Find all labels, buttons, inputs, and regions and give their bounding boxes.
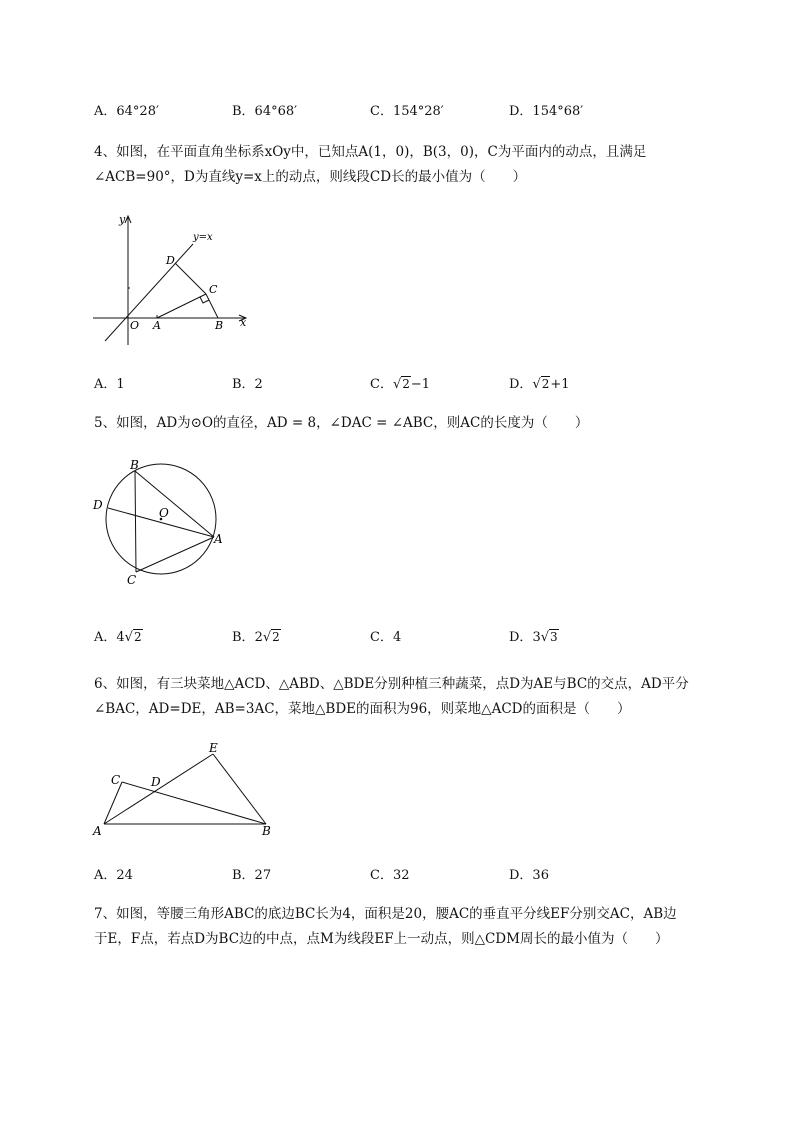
q6-segment-cb [122, 782, 266, 824]
q4-option-d-tail: +1 [550, 377, 570, 392]
q6-label-d: D [151, 775, 161, 789]
q4-option-c-tail: −1 [410, 377, 431, 392]
q5-option-d-sqrt: √3 [540, 630, 558, 645]
q5-option-a-sqrt: √2 [124, 630, 142, 645]
q4-label-x: x [240, 316, 247, 329]
q4-segment-dc [175, 263, 206, 294]
q5-option-a-coef: 4 [116, 630, 125, 645]
q7-text-line2: 于E，F点，若点D为BC边的中点，点M为线段EF上一动点，则△CDM周长的最小值为（ ） [94, 931, 669, 947]
q6-segment-ae [104, 754, 213, 824]
q5-option-a [94, 626, 143, 645]
q5-option-a-label: A． [94, 630, 117, 645]
q4-text-line2: ∠ACB=90°，D为直线y=x上的动点，则线段CD长的最小值为（ ） [94, 169, 527, 185]
q6-label-a: A [93, 824, 102, 838]
q4-option-a: A．1 [94, 377, 125, 392]
q5-label-c: C [127, 573, 137, 587]
q6-text-line1: 6、如图，有三块菜地△ACD、△ABD、△BDE分别种植三种蔬菜，点D为AE与BC的交点，AD平分 [94, 676, 689, 692]
q3-option-a: A．64°28′ [94, 104, 159, 119]
q4-line-y-eq-x [105, 244, 193, 341]
q4-option-c [370, 373, 430, 392]
q4-option-c-radicand: 2 [402, 377, 410, 391]
q6-label-e: E [209, 741, 218, 755]
q4-option-d [509, 373, 570, 392]
q5-option-b-coef: 2 [254, 630, 263, 645]
q5-label-d: D [93, 498, 103, 512]
q5-option-b [232, 626, 281, 645]
q6-option-a: A．24 [94, 868, 133, 883]
q6-option-d: D．36 [509, 868, 549, 883]
q4-segment-ac [157, 294, 206, 318]
q5-label-a: A [214, 532, 223, 546]
q4-text-line1: 4、如图，在平面直角坐标系xOy中，已知点A(1，0)，B(3，0)，C为平面内的动点，且满足 [94, 144, 647, 160]
q5-segment-ba [135, 471, 214, 537]
q5-option-b-label: B． [232, 630, 255, 645]
q6-segment-eb [213, 754, 266, 824]
q7-text-line1: 7、如图，等腰三角形ABC的底边BC长为4，面积是20，腰AC的垂直平分线EF分别交AC，AB边 [94, 906, 677, 922]
q4-label-y: y [119, 213, 126, 226]
q4-label-o: O [130, 319, 140, 332]
q6-label-b: B [262, 824, 271, 838]
q3-option-d: D．154°68′ [509, 104, 584, 119]
q4-label-a: A [153, 319, 161, 332]
q5-text-line1: 5、如图，AD为⊙O的直径，AD = 8，∠DAC = ∠ABC，则AC的长度为（ ） [94, 415, 589, 431]
q4-option-c-sqrt: √2 [392, 377, 410, 392]
q5-option-c: C．4 [370, 630, 402, 645]
q3-option-b: B．64°68′ [232, 104, 298, 119]
q4-option-d-radicand: 2 [541, 377, 550, 391]
q5-option-a-radicand: 2 [133, 630, 142, 644]
q6-text-line2: ∠BAC，AD=DE，AB=3AC，菜地△BDE的面积为96，则菜地△ACD的面积是（ ） [94, 701, 631, 717]
q5-option-d-radicand: 3 [550, 630, 558, 644]
q4-label-c: C [209, 283, 218, 296]
q4-option-c-label: C． [370, 377, 393, 392]
q6-label-c: C [111, 773, 121, 787]
q5-option-b-radicand: 2 [272, 630, 280, 644]
q5-option-d-label: D． [509, 630, 533, 645]
q4-label-line: y=x [193, 232, 213, 243]
q5-segment-bc [135, 471, 136, 572]
q4-segment-cb [206, 294, 218, 318]
q5-option-d-coef: 3 [532, 630, 541, 645]
q4-option-b: B．2 [232, 377, 263, 392]
q5-label-o: O [159, 506, 169, 520]
q6-figure [88, 738, 283, 840]
q4-option-d-sqrt: √2 [532, 377, 550, 392]
q5-segment-ca [136, 537, 214, 572]
q6-option-c: C．32 [370, 868, 410, 883]
q5-label-b: B [130, 458, 139, 472]
q5-figure [88, 455, 238, 590]
q4-option-d-label: D． [509, 377, 533, 392]
q6-option-b: B．27 [232, 868, 272, 883]
q3-option-c: C．154°28′ [370, 104, 444, 119]
q4-label-b: B [215, 319, 224, 332]
q5-option-d [509, 626, 559, 645]
q5-option-b-sqrt: √2 [262, 630, 280, 645]
q4-label-d: D [166, 254, 175, 267]
q4-figure [85, 205, 260, 350]
